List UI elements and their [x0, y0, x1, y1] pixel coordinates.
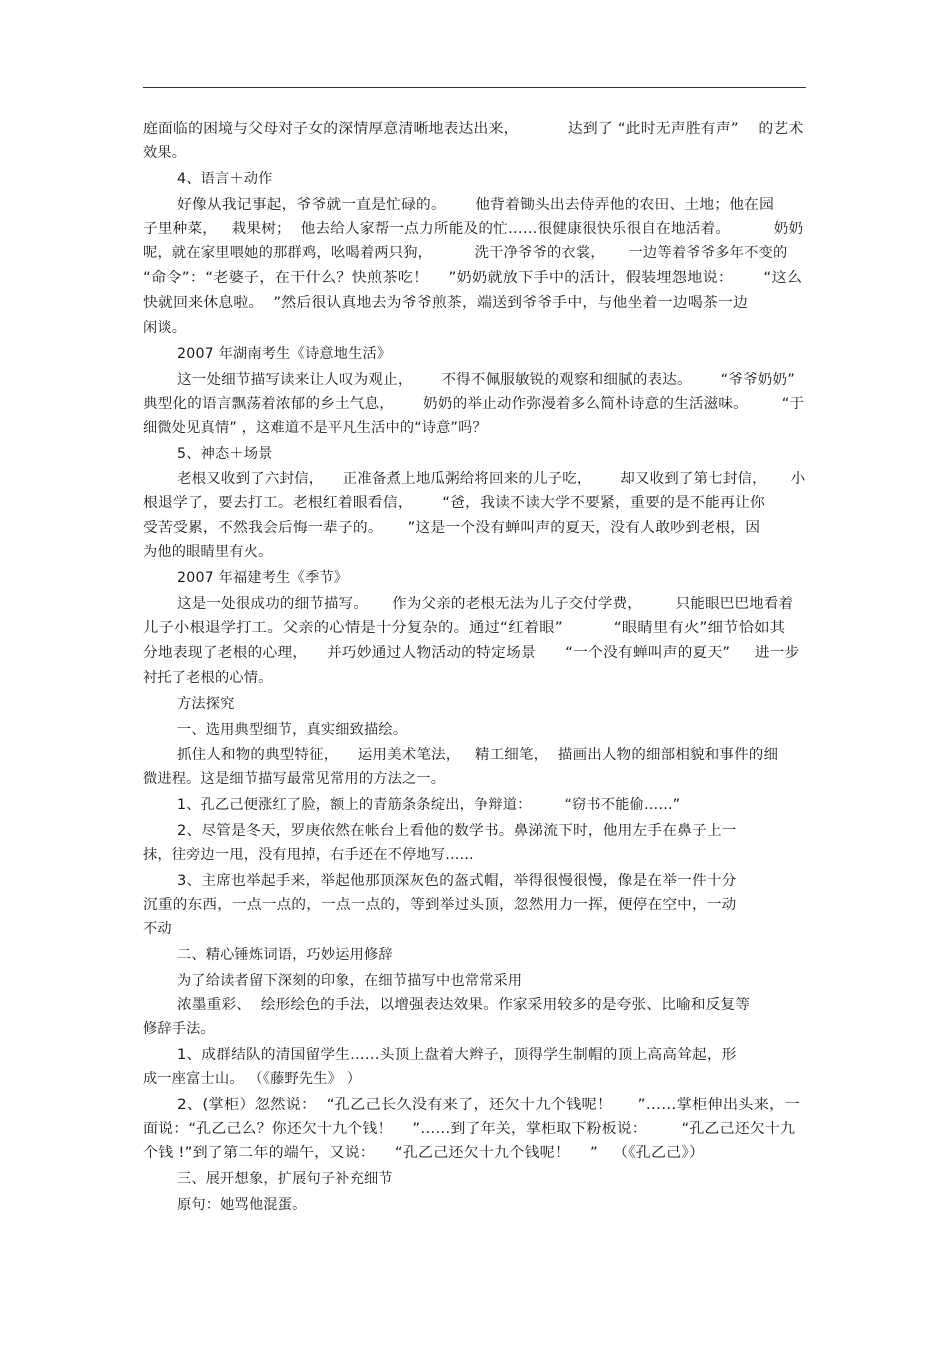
text-line: 儿子小根退学打工。父亲的心情是十分复杂的。通过“红着眼” “眼睛里有火”细节恰如其 — [143, 620, 786, 636]
text-line: 成一座富士山。 （《藤野先生》 ） — [143, 1071, 362, 1087]
text-line: 微进程。这是细节描写最常见常用的方法之一。 — [143, 771, 446, 787]
text-line: 个钱 !”到了第二年的端午，又说： “孔乙己还欠十九个钱呢！ ” （《孔乙己》） — [143, 1145, 705, 1161]
example-line: 1、孔乙己便涨红了脸，额上的青筋条条绽出，争辩道： “窃书不能偷……” — [177, 797, 681, 813]
section-heading: 方法探究 — [177, 696, 235, 712]
text-line: 这一处细节描写读来让人叹为观止， 不得不佩服敏锐的观察和细腻的表达。 “爷爷奶奶” — [177, 372, 795, 388]
text-line: 为他的眼睛里有火。 — [143, 544, 273, 560]
text-line: 老根又收到了六封信， 正准备煮上地瓜粥给将回来的儿子吃， 却又收到了第七封信， 小 — [177, 471, 806, 487]
text-line: 快就回来休息啦。 ”然后很认真地去为爷爷煎茶，端送到爷爷手中，与他坐着一边喝茶一边 — [143, 295, 749, 311]
text-line: 修辞手法。 — [143, 1021, 215, 1037]
text-line: “命令”：“老婆子，在干什么？快煎茶吃！ ”奶奶就放下手中的活计，假装埋怨地说： “这么 — [143, 270, 803, 286]
text-line: 效果。 — [143, 145, 187, 161]
section-heading: 一、选用典型细节，真实细致描绘。 — [177, 722, 408, 738]
example-line: 1、成群结队的清国留学生……头顶上盘着大辫子，顶得学生制帽的顶上高高耸起，形 — [177, 1047, 737, 1063]
text-line: 呢，就在家里喂她的那群鸡，吆喝着两只狗， 洗干净爷爷的衣裳， 一边等着爷爷多年不变的 — [143, 245, 788, 261]
text-line: 原句：她骂他混蛋。 — [177, 1197, 307, 1213]
text-line: 根退学了，要去打工。老根红着眼看信， “爸，我读不读大学不要紧，重要的是不能再让你 — [143, 495, 765, 511]
section-heading: 二、精心锤炼词语，巧妙运用修辞 — [177, 947, 393, 963]
text-line: 分地表现了老根的心理， 并巧妙通过人物活动的特定场景 “一个没有蝉叫声的夏天” 进一步 — [143, 645, 800, 661]
text-line: 这是一处很成功的细节描写。 作为父亲的老根无法为儿子交付学费， 只能眼巴巴地看着 — [177, 596, 794, 612]
source-line: 2007 年福建考生《季节》 — [177, 570, 349, 586]
text-line: 不动 — [143, 921, 172, 937]
text-line: 浓墨重彩、 绘形绘色的手法，以增强表达效果。作家采用较多的是夸张、比喻和反复等 — [177, 997, 751, 1013]
text-line: 细微处见真情” ，这难道不是平凡生活中的“诗意”吗？ — [143, 420, 487, 436]
text-line: 受苦受累，不然我会后悔一辈子的。 ”这是一个没有蝉叫声的夏天，没有人敢吵到老根，因 — [143, 520, 761, 536]
source-line: 2007 年湖南考生《诗意地生活》 — [177, 346, 392, 362]
text-line: 为了给读者留下深刻的印象，在细节描写中也常常采用 — [177, 973, 523, 989]
header-rule — [143, 87, 806, 88]
example-line: 2、(掌柜）忽然说： “孔乙己长久没有来了，还欠十九个钱呢！ ”……掌柜伸出头来，一 — [177, 1097, 800, 1113]
text-line: 沉重的东西，一点一点的，一点一点的，等到举过头顶，忽然用力一挥，便停在空中，一动 — [143, 897, 737, 913]
text-line: 闲谈。 — [143, 320, 187, 336]
text-line: 好像从我记事起，爷爷就一直是忙碌的。 他背着锄头出去侍弄他的农田、土地；他在园 — [177, 197, 775, 213]
text-line: 典型化的语言飘荡着浓郁的乡土气息， 奶奶的举止动作弥漫着多么简朴诗意的生活滋味。 “于 — [143, 396, 805, 412]
section-heading: 4、语言＋动作 — [177, 171, 273, 187]
example-line: 2、尽管是冬天，罗庚依然在帐台上看他的数学书。鼻涕流下时，他用左手在鼻子上一 — [177, 823, 737, 839]
text-line: 衬托了老根的心情。 — [143, 670, 273, 686]
text-line: 庭面临的困境与父母对子女的深情厚意清晰地表达出来， 达到了 “此时无声胜有声” 的艺术 — [143, 121, 804, 137]
section-heading: 5、神态＋场景 — [177, 446, 273, 462]
example-line: 3、主席也举起手来，举起他那顶深灰色的盔式帽，举得很慢很慢，像是在举一件十分 — [177, 873, 737, 889]
text-line: 抓住人和物的典型特征， 运用美术笔法， 精工细笔， 描画出人物的细部相貌和事件的细 — [177, 747, 779, 763]
text-line: 子里种菜， 栽果树； 他去给人家帮一点力所能及的忙……很健康很快乐很自在地活着。 奶奶 — [143, 221, 804, 237]
section-heading: 三、展开想象，扩展句子补充细节 — [177, 1171, 393, 1187]
text-line: 面说：“孔乙己么？你还欠十九个钱！ ”……到了年关，掌柜取下粉板说： “孔乙己还欠十九 — [143, 1121, 796, 1137]
text-line: 抹，往旁边一甩，没有甩掉，右手还在不停地写…… — [143, 847, 474, 863]
